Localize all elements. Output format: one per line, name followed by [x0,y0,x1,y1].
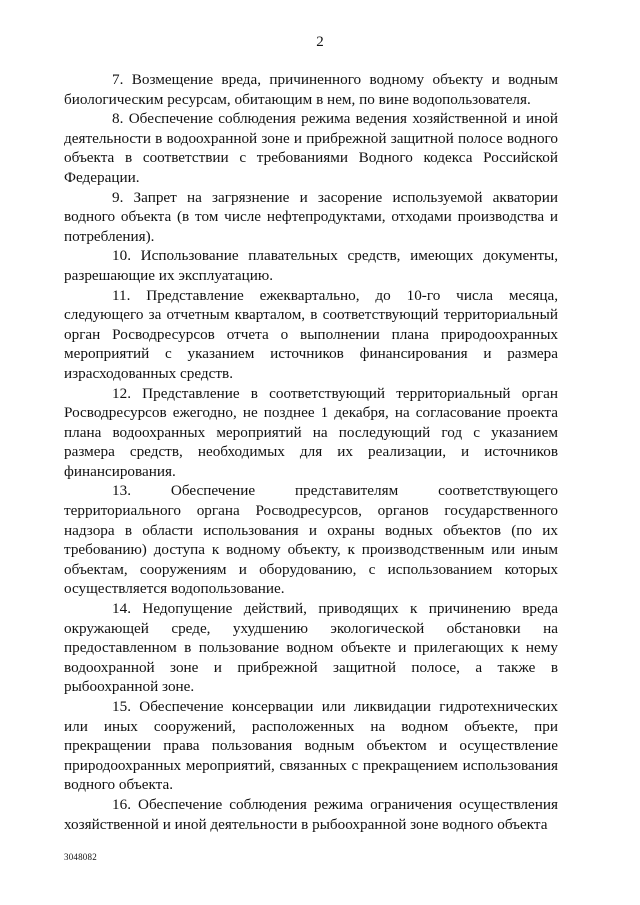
document-code: 3048082 [64,852,97,862]
paragraph-item-16: 16. Обеспечение соблюдения режима ограничения осуществления хозяйственной и иной деятельности в рыбоохранной зоне водного объекта [64,795,558,833]
paragraph-item-14: 14. Недопущение действий, приводящих к причинению вреда окружающей среде, ухудшению экологической обстановки на предоставленном в пользование водном объекте и прилегающих к нему водоохранной зоне и прибрежной защитной полосе, а также в рыбоохранной зоне. [64,600,558,696]
paragraph-item-11: 11. Представление ежеквартально, до 10-го числа месяца, следующего за отчетным кварталом, в соответствующий территориальный орган Росводресурсов отчета о выполнении плана природоохранных мероприятий с указанием источников финансирования и размера израсходованных средств. [64,286,558,382]
paragraph-item-10: 10. Использование плавательных средств, имеющих документы, разрешающие их эксплуатацию. [64,247,558,284]
paragraph-item-8: 8. Обеспечение соблюдения режима ведения хозяйственной и иной деятельности в водоохранной зоне и прибрежной защитной полосе водного объекта в соответствии с требованиями Водного кодекса Российской Федерации. [64,110,558,186]
paragraph-item-13: 13. Обеспечение представителям соответствующего территориального органа Росводресурсов, органов государственного надзора в области использования и охраны водных объектов (по их требованию) доступа к водному объекту, к производственным или иным объектам, сооружениям и оборудованию, с использованием которых осуществляется водопользование. [64,482,558,598]
document-body [64,70,558,834]
page-number: 2 [316,34,324,50]
paragraph-item-7: 7. Возмещение вреда, причиненного водному объекту и водным биологическим ресурсам, обитающим в нем, по вине водопользователя. [64,71,558,108]
paragraph-item-15: 15. Обеспечение консервации или ликвидации гидротехнических или иных сооружений, расположенных на водном объекте, при прекращении права пользования водным объектом и осуществление природоохранных мероприятий, связанных с прекращением использования водного объекта. [64,698,558,794]
paragraph-item-12: 12. Представление в соответствующий территориальный орган Росводресурсов ежегодно, не позднее 1 декабря, на согласование проекта плана водоохранных мероприятий на последующий год с указанием размера средств, необходимых для их реализации, и источников финансирования. [64,384,558,480]
paragraph-item-9: 9. Запрет на загрязнение и засорение используемой акватории водного объекта (в том числе нефтепродуктами, отходами производства и потребления). [64,188,558,245]
